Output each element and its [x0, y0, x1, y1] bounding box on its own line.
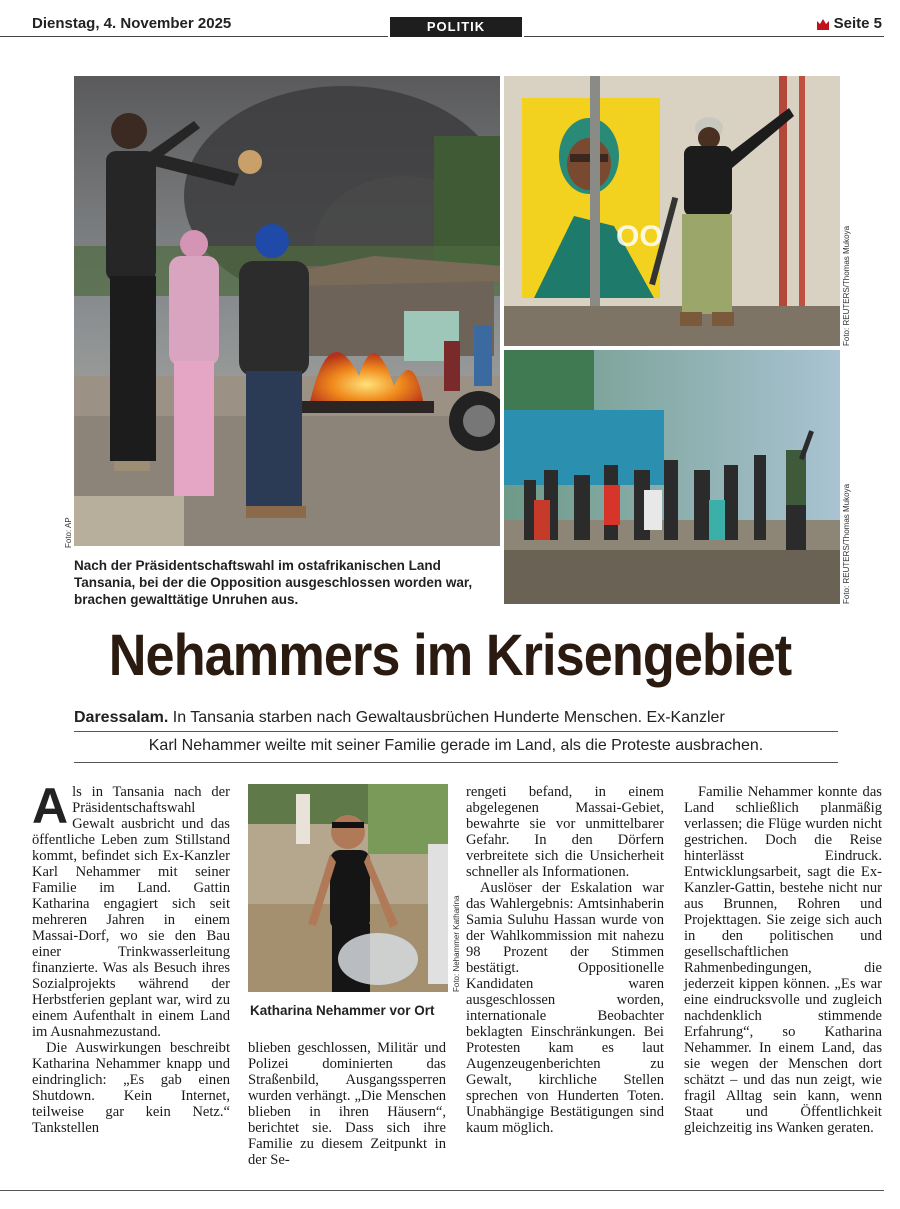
article-column-1 [32, 778, 230, 1136]
article-column-3 [466, 784, 664, 1136]
main-photo-riot [74, 76, 500, 546]
header-rule-left [0, 36, 388, 37]
section-label: POLITIK [390, 17, 522, 37]
photo-credit-ap: Foto: AP [64, 517, 73, 548]
photo-crowd [504, 350, 840, 604]
lead-rule-1 [74, 731, 838, 732]
col3-paragraph-1: rengeti befand, in einem abgelegenen Massai-Gebiet, bewahrte sie vor unmittelbarer Gefahr. In den Dörfern verbreitete sich die Unsicherheit schneller als Informationen. [466, 784, 664, 880]
col1-paragraph-1: ls in Tansania nach der Präsidentschaftswahl Gewalt ausbricht und das öffentliche Leben zum Stillstand kommt, befindet sich Ex-Kanzler Karl Nehammer mit seiner Familie im Land. Gattin Katharina engagiert sich seit mehreren Jahren in einem Massai-Dorf, wo sie den Bau einer Trinkwasserleitung finanzierte. Was als Besuch ihres Sozialprojekts während der Herbstferien geplant war, wird zu einem Aufenthalt in einem Land im Ausnahmezustand. [32, 784, 230, 1040]
article-column-2 [248, 1040, 446, 1168]
col3-paragraph-2: Auslöser der Eskalation war das Wahlergebnis: Amtsinhaberin Samia Suluhu Hassan wurde von der Wahlkommission mit nahezu 98 Prozent der Stimmen bestätigt. Oppositionelle Kandidaten waren ausgeschlossen worden, internationale Beobachter beklagten Einschränkungen. Bei Protesten kam es laut Augenzeugenberichten zu Gewalt, kirchliche Stellen sprechen von Hunderten Toten. Unabhängige Bestätigungen sind kaum möglich. [466, 880, 664, 1136]
photo-credit-reuters-2: Foto: REUTERS/Thomas Mukoya [842, 483, 851, 604]
inset-photo-caption: Katharina Nehammer vor Ort [250, 1003, 435, 1018]
issue-date: Dienstag, 4. November 2025 [32, 15, 232, 32]
header-rule-right [524, 36, 884, 37]
photo-credit-reuters-1: Foto: REUTERS/Thomas Mukoya [842, 225, 851, 346]
crown-icon [816, 18, 830, 30]
drop-cap: A [32, 778, 69, 834]
lead-dateline: Daressalam. [74, 709, 169, 726]
article-lead-line1 [74, 709, 844, 727]
col1-paragraph-2: Die Auswirkungen beschreibt Katharina Nehammer knapp und eindringlich: „Es gab einen Shutdown. Kein Internet, teilweise gar kein Netz.“ Tankstellen [32, 1040, 230, 1136]
col2-paragraph-1: blieben geschlossen, Militär und Polizei dominierten das Straßenbild, Ausgangssperren wurden verhängt. „Die Menschen blieben in ihren Häusern“, berichtet sie. Dass sich ihre Familie zu diesem Zeitpunkt in der Se- [248, 1040, 446, 1168]
lead-text-1: In Tansania starben nach Gewaltausbrüchen Hunderte Menschen. Ex-Kanzler [168, 709, 725, 726]
poster-letters: OO [616, 220, 663, 253]
photo-credit-nehammer: Foto: Nehammer Katharina [452, 895, 461, 992]
article-column-4 [684, 784, 882, 1136]
page-number-label: Seite 5 [833, 15, 882, 32]
lead-rule-2 [74, 762, 838, 763]
col4-paragraph-1: Familie Nehammer konnte das Land schließlich planmäßig verlassen; die Flüge wurden nicht gestrichen. Doch die Reise hinterlässt Eindruck. Entwicklungsarbeit, sagt die Ex-Kanzler-Gattin, bestehe nicht nur aus Brunnen, Rohren und Projekttagen. Sie zeige sich auch in den politischen und gesellschaftlichen Rahmenbedingungen, die jederzeit kippen können. „Es war eine eindrucksvolle und zugleich nachdenklich stimmende Erfahrung“, so Katharina Nehammer. In einem Land, das sie wegen der Menschen dort schätzt – und das nun zeigt, wie fragil Alltag sein kann, wenn Staat und Öffentlichkeit gleichzeitig ins Wanken geraten. [684, 784, 882, 1136]
footer-rule [0, 1190, 884, 1191]
page-number [816, 15, 882, 32]
article-lead-line2: Karl Nehammer weilte mit seiner Familie gerade im Land, als die Proteste ausbrachen. [148, 737, 764, 754]
inset-photo-katharina [248, 784, 448, 992]
photo-torn-poster [504, 76, 840, 346]
article-headline: Nehammers im Krisengebiet [108, 623, 792, 688]
main-photo-caption: Nach der Präsidentschaftswahl im ostafrikanischen Land Tansania, bei der die Opposition ausgeschlossen worden war, brachen gewalttätige Unruhen aus. [74, 558, 473, 607]
